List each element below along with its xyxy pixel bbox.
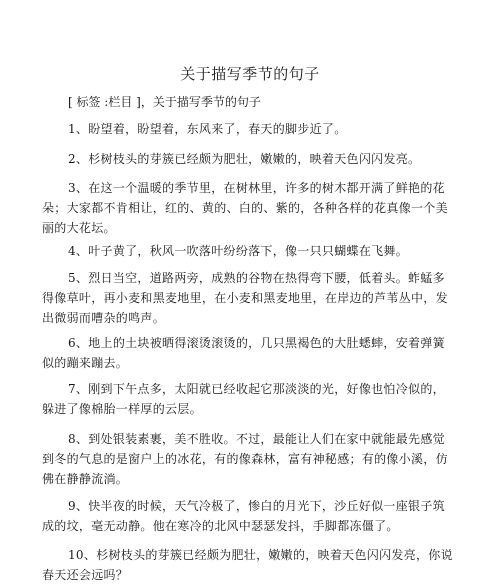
paragraph-1: 1、盼望着，盼望着，东风来了，春天的脚步近了。 bbox=[68, 122, 347, 136]
paragraph-6: 6、地上的土块被晒得滚烫滚烫的，几只黑褐色的大肚蟋蟀，安着弹簧似的蹦来蹦去。 bbox=[42, 336, 445, 370]
paragraph-8: 8、到处银装素裹，美不胜收。不过，最能让人们在家中就能最先感觉到冬的气息的是窗户上的冰花，有的像森林，富有神秘感；有的像小溪，仿佛在静静流淌。 bbox=[42, 432, 448, 486]
paragraph-4: 4、叶子黄了，秋风一吹落叶纷纷落下，像一只只蝴蝶在飞舞。 bbox=[68, 244, 409, 258]
tags-line: [ 标签 :栏目 ]，关于描写季节的句子 bbox=[68, 95, 261, 109]
document-title: 关于描写季节的句子 bbox=[180, 65, 320, 83]
paragraph-2: 2、杉树枝头的芽簇已经颇为肥壮，嫩嫩的，映着天色闪闪发亮。 bbox=[68, 152, 421, 166]
paragraph-10: 10、杉树枝头的芽簇已经颇为肥壮，嫩嫩的，映着天色闪闪发亮，你说春天还会远吗？ bbox=[42, 548, 453, 582]
paragraph-7: 7、刚到下午点多，太阳就已经收起它那淡淡的光，好像也怕冷似的，躲进了像棉胎一样厚的云层。 bbox=[42, 382, 445, 416]
paragraph-5: 5、烈日当空，道路两旁，成熟的谷物在热得弯下腰，低着头。蚱蜢多得像草叶，再小麦和黑麦地里，在小麦和黑麦地里，在岸边的芦苇丛中，发出微弱而嘈杂的鸣声。 bbox=[42, 271, 448, 325]
paragraph-3: 3、在这一个温暖的季节里，在树林里，许多的树木都开满了鲜艳的花朵；大家都不肯相让，红的、黄的、白的、紫的，各种各样的花真像一个美丽的大花坛。 bbox=[42, 181, 448, 235]
paragraph-9: 9、快半夜的时候，天气冷极了，惨白的月光下，沙丘好似一座银子筑成的坟，毫无动静。他在寒冷的北风中瑟瑟发抖，手脚都冻僵了。 bbox=[42, 499, 445, 533]
